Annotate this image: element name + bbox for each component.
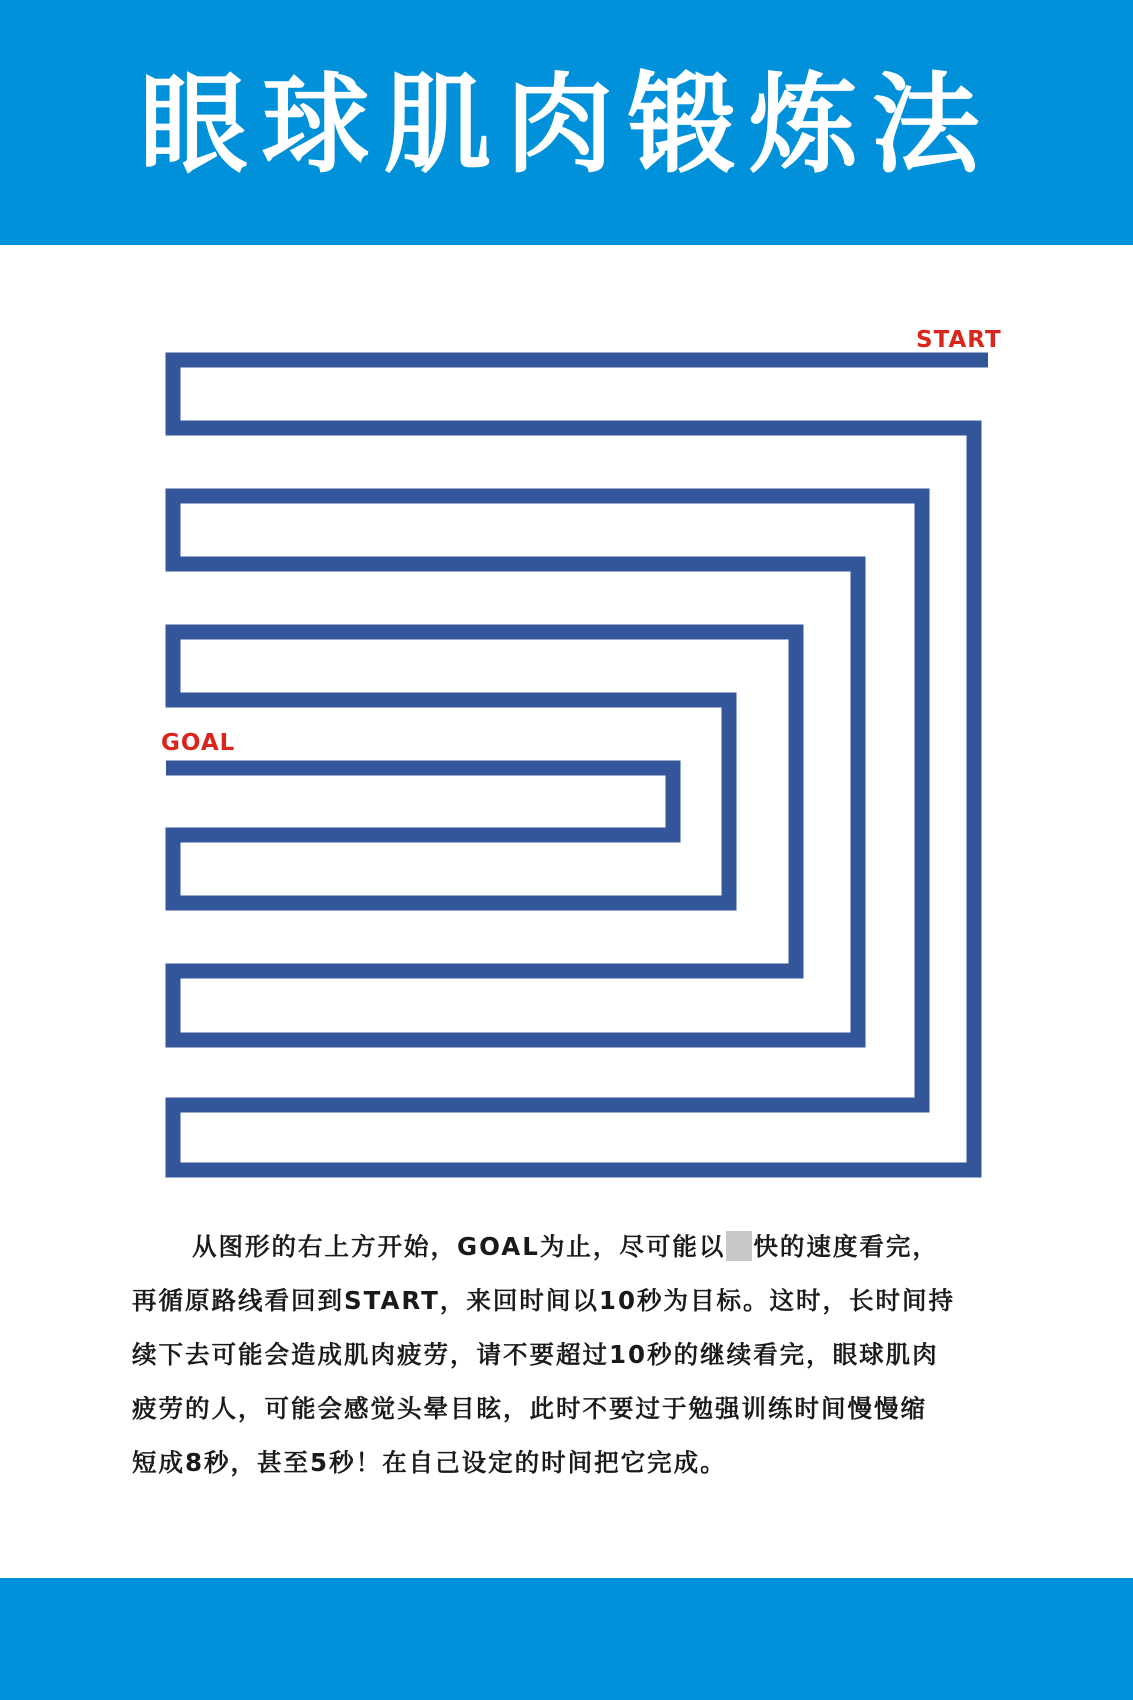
instruction-line-1-after: 快的速度看完，	[753, 1232, 939, 1261]
goal-label: GOAL	[161, 730, 236, 756]
maze-wall-outer	[166, 360, 988, 1170]
page-title: 眼球肌肉锻炼法	[139, 62, 994, 188]
instruction-line-2: 再循原路线看回到START，来回时间以10秒为目标。这时，长时间持	[132, 1286, 955, 1315]
instruction-line-1	[132, 1220, 1012, 1274]
obscured-character	[726, 1231, 752, 1261]
instruction-line-1-before: 从图形的右上方开始，GOAL为止，尽可能以	[192, 1232, 726, 1261]
instruction-line-4: 疲劳的人，可能会感觉头晕目眩，此时不要过于勉强训练时间慢慢缩	[132, 1394, 927, 1423]
footer-band	[0, 1578, 1133, 1700]
instruction-line-5: 短成8秒，甚至5秒！在自己设定的时间把它完成。	[132, 1448, 727, 1477]
instruction-line-3: 续下去可能会造成肌肉疲劳，请不要超过10秒的继续看完，眼球肌肉	[132, 1340, 939, 1369]
start-label: START	[916, 327, 1002, 353]
instructions-text	[132, 1220, 1012, 1490]
